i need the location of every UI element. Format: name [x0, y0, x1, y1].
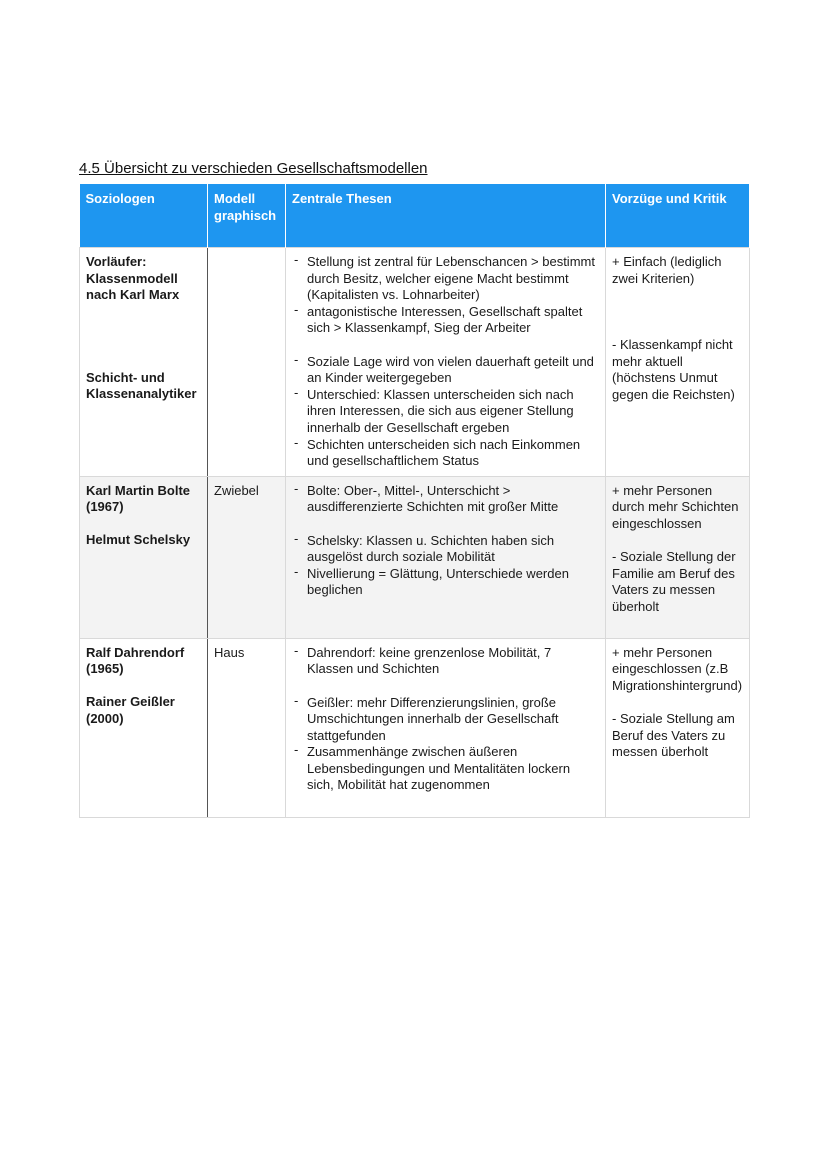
kritik-cell [606, 638, 750, 817]
these-item: - antagonistische Interessen, Gesellschaft spaltet sich > Klassenkampf, Sieg der Arbeiter [292, 304, 599, 337]
these-item: - Dahrendorf: keine grenzenlose Mobilität, 7 Klassen und Schichten [292, 645, 599, 678]
kritik-text: + mehr Personen eingeschlossen (z.B Migrationshintergrund) [612, 644, 743, 693]
these-item: - Unterschied: Klassen unterscheiden sich nach ihren Interessen, die sich aus eigener Stellung innerhalb der Gesellschaft ergeben [292, 387, 599, 437]
soziologe-name: Ralf Dahrendorf (1965) [86, 644, 185, 677]
table-row [80, 638, 750, 817]
soziologen-cell [80, 638, 208, 817]
header-thesen: Zentrale Thesen [286, 184, 606, 248]
soziologe-name: Helmut Schelsky [86, 531, 191, 547]
kritik-text: - Soziale Stellung der Familie am Beruf des Vaters zu messen überholt [612, 549, 736, 614]
thesen-cell [286, 476, 606, 638]
table-row [80, 248, 750, 477]
soziologen-cell [80, 248, 208, 477]
these-item: - Schichten unterscheiden sich nach Einkommen und gesellschaftlichem Status [292, 437, 599, 470]
soziologe-name: Rainer Geißler (2000) [86, 693, 175, 726]
soziologe-name: Karl Martin Bolte (1967) [86, 482, 191, 515]
these-item: - Stellung ist zentral für Lebenschancen > bestimmt durch Besitz, welcher eigene Macht bestimmt (Kapitalisten vs. Lohnarbeiter) [292, 254, 599, 304]
table-row [80, 476, 750, 638]
soziologe-name: Schicht- und Klassenanalytiker [86, 369, 197, 402]
header-modell: Modell graphisch [208, 184, 286, 248]
these-item: - Bolte: Ober-, Mittel-, Unterschicht > ausdifferenzierte Schichten mit großer Mitte [292, 483, 599, 516]
kritik-text: + Einfach (lediglich zwei Kriterien) [612, 254, 722, 286]
thesen-cell [286, 248, 606, 477]
thesen-cell [286, 638, 606, 817]
table-header-row [80, 184, 750, 248]
modell-cell: Zwiebel [208, 476, 286, 638]
these-item: - Zusammenhänge zwischen äußeren Lebensbedingungen und Mentalitäten lockern sich, Mobilität hat zugenommen [292, 744, 599, 794]
kritik-text: - Klassenkampf nicht mehr aktuell (höchstens Unmut gegen die Reichsten) [612, 337, 735, 402]
header-soziologen: Soziologen [80, 184, 208, 248]
soziologe-name: Vorläufer: Klassenmodell nach Karl Marx [86, 254, 180, 303]
these-item: - Soziale Lage wird von vielen dauerhaft geteilt und an Kinder weitergegeben [292, 354, 599, 387]
modell-cell: Haus [208, 638, 286, 817]
kritik-text: + mehr Personen durch mehr Schichten eingeschlossen [612, 482, 739, 531]
these-item: - Schelsky: Klassen u. Schichten haben sich ausgelöst durch soziale Mobilität [292, 533, 599, 566]
these-item: - Geißler: mehr Differenzierungslinien, große Umschichtungen innerhalb der Gesellschaft stattgefunden [292, 695, 599, 745]
page-title: 4.5 Übersicht zu verschieden Gesellschaftsmodellen [79, 160, 428, 177]
these-item: - Nivellierung = Glättung, Unterschiede werden beglichen [292, 566, 599, 599]
kritik-text: - Soziale Stellung am Beruf des Vaters zu messen überholt [612, 711, 735, 760]
soziologen-cell [80, 476, 208, 638]
header-kritik: Vorzüge und Kritik [606, 184, 750, 248]
kritik-cell [606, 476, 750, 638]
kritik-cell [606, 248, 750, 477]
modell-cell [208, 248, 286, 477]
sociology-models-table [79, 184, 750, 818]
